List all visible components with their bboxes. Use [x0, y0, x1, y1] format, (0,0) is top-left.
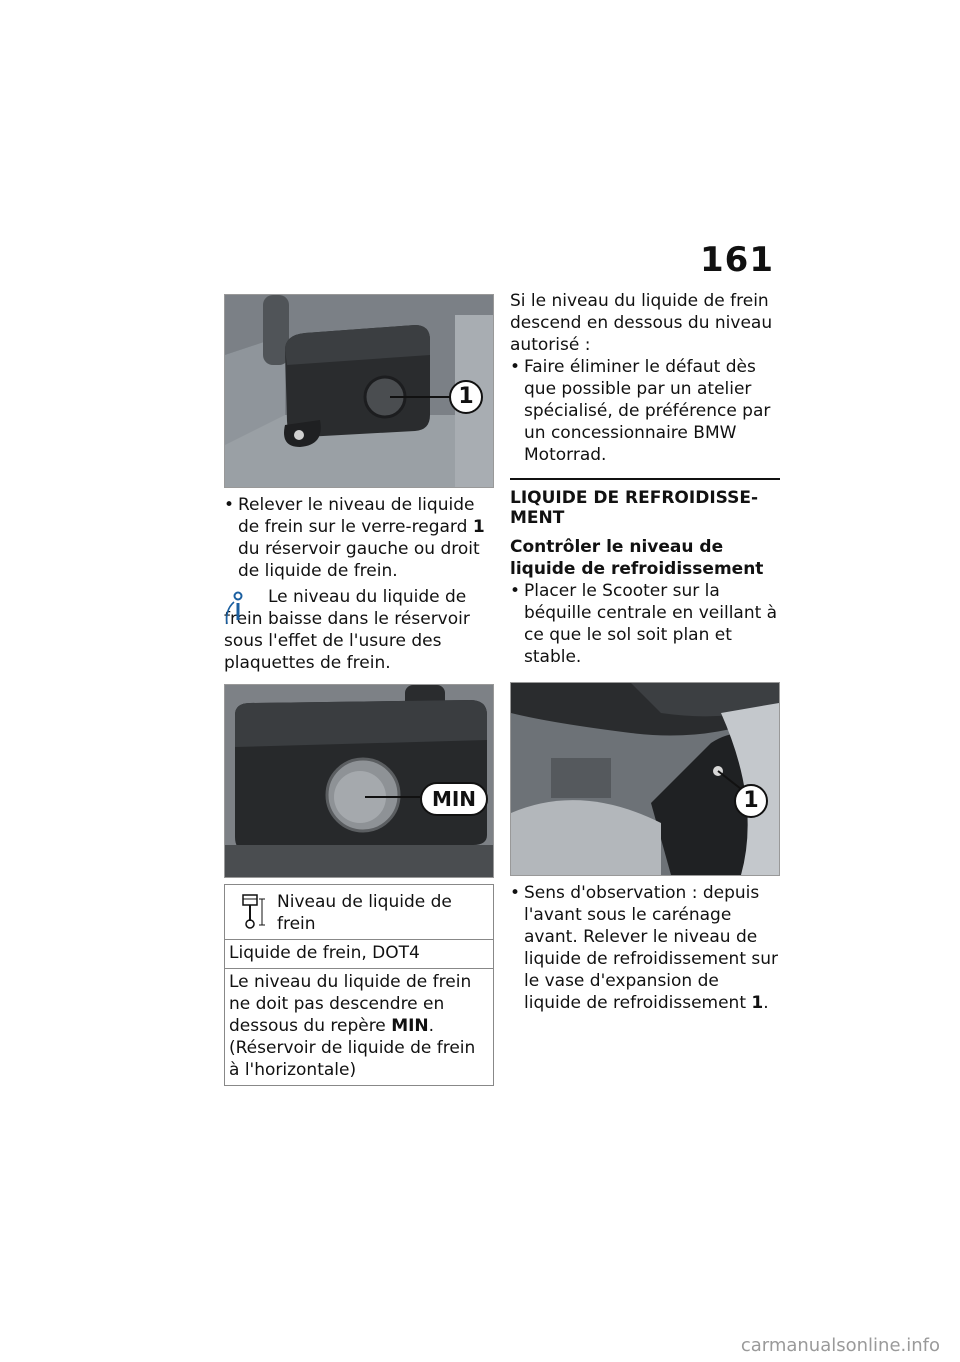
- photo3-callout-label: 1: [743, 788, 759, 813]
- spec-row2-extra: (Réservoir de liquide de frein à l'horizontale): [229, 1038, 476, 1080]
- info-note-text: [224, 586, 494, 674]
- bullet1-ref: 1: [472, 517, 485, 537]
- photo-min-mark: [224, 684, 494, 878]
- section-title: LIQUIDE DE REFROIDISSE-MENT: [510, 478, 780, 528]
- coolant-section: [510, 478, 780, 1014]
- bullet1-tail: du réservoir gauche ou droit de liquide de frein.: [238, 539, 480, 581]
- sub-title: Contrôler le niveau de liquide de refroidissement: [510, 537, 764, 579]
- spec-row-fluid-type: Liquide de frein, DOT4: [225, 940, 493, 969]
- brake-fluid-spec-table: [224, 884, 494, 1086]
- bullet-observation-tail: .: [763, 993, 769, 1013]
- right-column: [510, 291, 780, 1014]
- photo-brake-reservoir: [224, 294, 494, 488]
- info-note-body: Le niveau du liquide de frein baisse dans le réservoir sous l'effet de l'usure des plaquettes de frein.: [224, 587, 470, 673]
- bullet-place-text: Placer le Scooter sur la béquille centrale en veillant à ce que le sol soit plan et stable.: [524, 581, 778, 667]
- bullet-repair-text: Faire éliminer le défaut dès que possible par un atelier spécialisé, de préférence par un concessionnaire BMW Motorrad.: [524, 357, 771, 465]
- bullet1-text: Relever le niveau de liquide de frein sur le verre-regard: [238, 495, 475, 537]
- photo-coolant-tank: [510, 682, 780, 876]
- left-column: [224, 294, 494, 1086]
- photo1-callout-label: 1: [458, 384, 474, 409]
- fluid-level-icon: [239, 893, 267, 931]
- bullet-check-brake-level: [224, 494, 494, 582]
- bullet-dot: •: [224, 495, 235, 515]
- watermark: carmanualsonline.info: [740, 1335, 940, 1356]
- spec-row2-text: Le niveau du liquide de frein ne doit pas descendre en dessous du repère: [229, 972, 472, 1036]
- spec-row2-post: .: [428, 1016, 435, 1036]
- bullet-dot: •: [510, 883, 521, 903]
- info-icon: [224, 590, 252, 626]
- bullet-dot: •: [510, 581, 521, 601]
- bullet-observation-ref: 1: [751, 993, 764, 1013]
- photo-coolant-tank-illustration: [511, 683, 779, 875]
- intro-text: Si le niveau du liquide de frein descend en dessous du niveau autorisé :: [510, 291, 773, 355]
- spec-table-header: [225, 885, 493, 940]
- bullet-observation: [510, 882, 780, 1014]
- photo-brake-reservoir-illustration: [225, 295, 493, 487]
- photo-min-mark-illustration: [225, 685, 493, 877]
- bullet-observation-text: Sens d'observation : depuis l'avant sous le carénage avant. Relever le niveau de liquide de refroidissement sur le vase d'expansion de liquide de refroidissement: [524, 883, 779, 1013]
- spec-row-min-level: [225, 969, 493, 1085]
- bullet-place-scooter: [510, 580, 780, 668]
- spec-row2-ref: MIN: [391, 1016, 429, 1036]
- page-number: 161: [700, 240, 774, 280]
- bullet-dot: •: [510, 357, 521, 377]
- photo2-callout-label: MIN: [431, 787, 477, 811]
- bullet-repair: [510, 356, 780, 466]
- spec-table-title: Niveau de liquide de frein: [277, 892, 452, 934]
- info-note: [224, 586, 494, 674]
